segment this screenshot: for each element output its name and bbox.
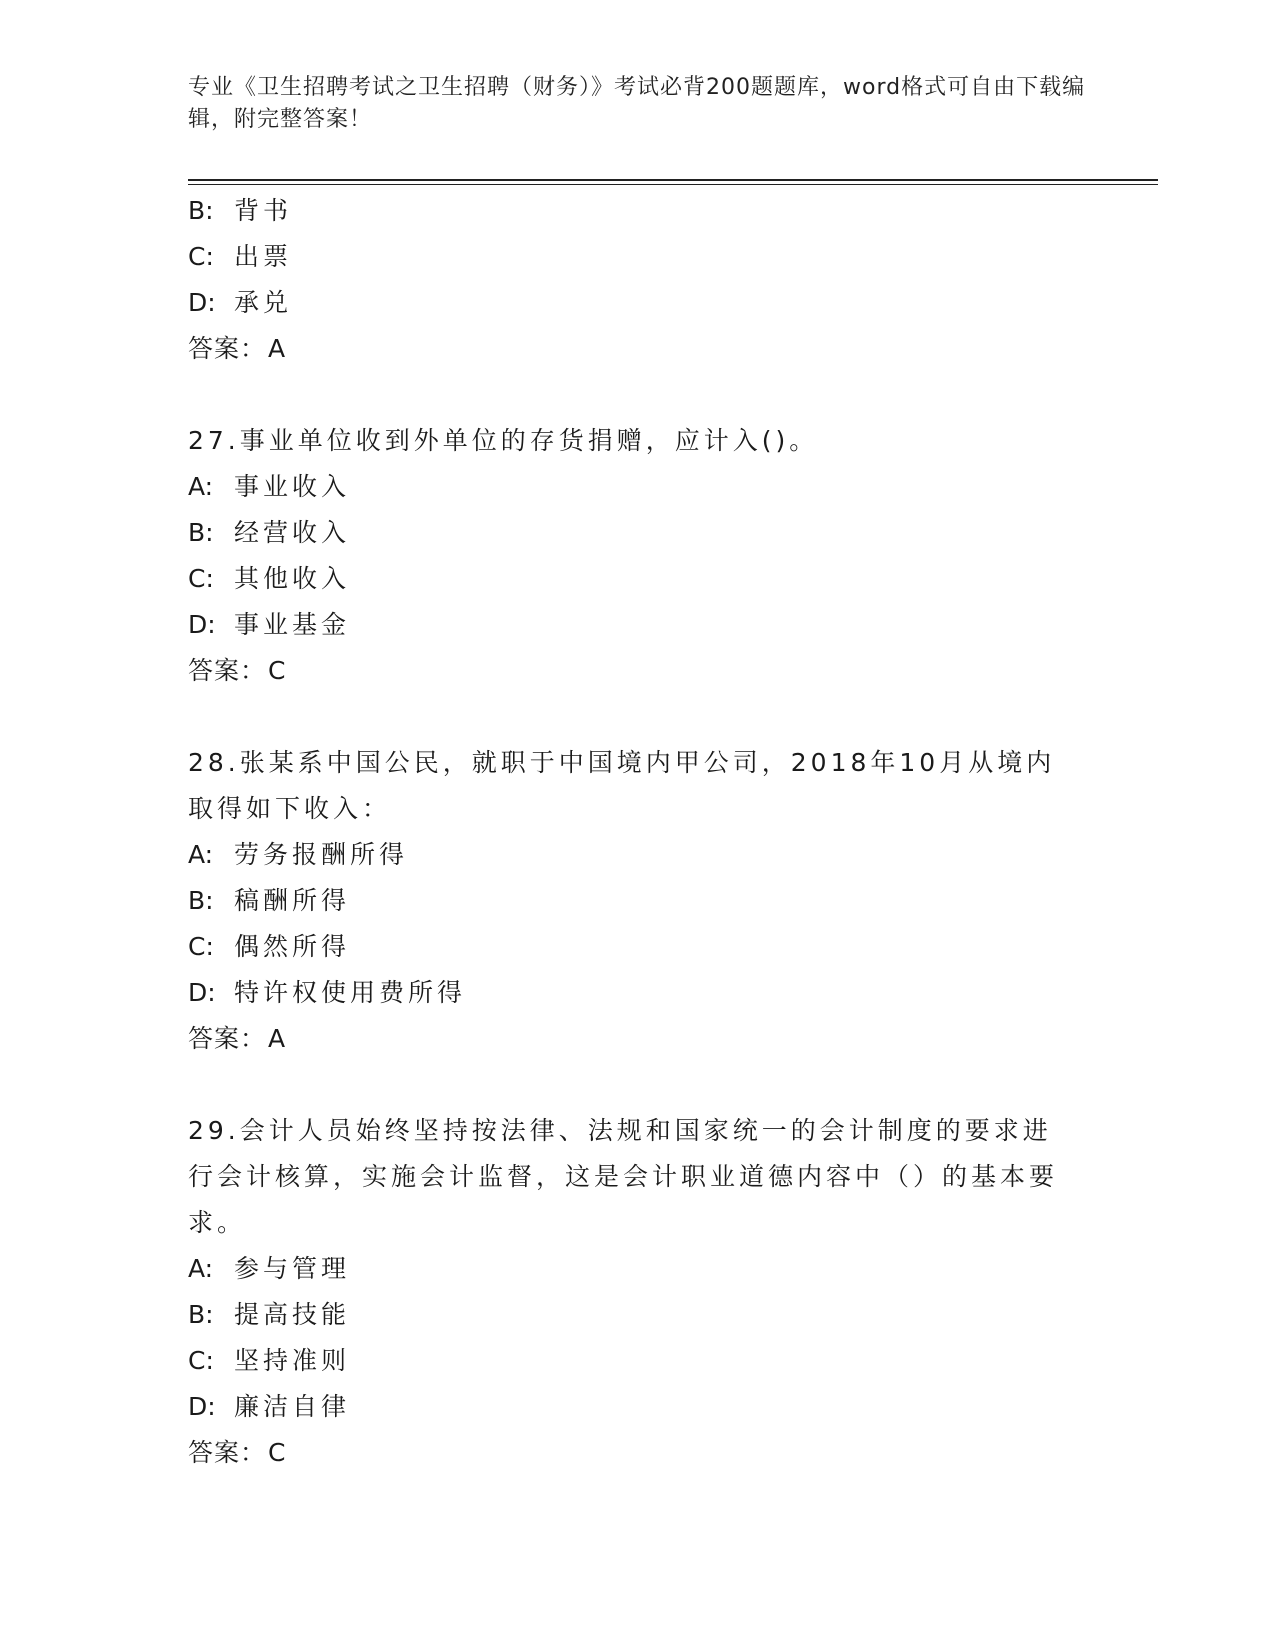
option-b: B: 稿酬所得	[188, 886, 351, 915]
option-c: C: 偶然所得	[188, 932, 351, 961]
question-text: 29.会计人员始终坚持按法律、法规和国家统一的会计制度的要求进行会计核算，实施会计监督，这是会计职业道德内容中（）的基本要求。	[188, 1116, 1059, 1237]
header-divider-thin	[188, 184, 1158, 185]
option-a: A: 参与管理	[188, 1254, 351, 1283]
option-d: D: 承兑	[188, 288, 293, 317]
option-d: D: 特许权使用费所得	[188, 978, 467, 1007]
question-list	[188, 188, 1088, 1476]
answer: 答案：A	[188, 334, 287, 363]
option-c: C: 其他收入	[188, 564, 351, 593]
answer: 答案：C	[188, 656, 287, 685]
answer: 答案：C	[188, 1438, 287, 1467]
question-text: 27.事业单位收到外单位的存货捐赠，应计入()。	[188, 426, 819, 455]
question-28	[188, 740, 1088, 1062]
header-divider-thick	[188, 179, 1158, 181]
header-title: 专业《卫生招聘考试之卫生招聘（财务）》考试必背200题题库，word格式可自由下载编辑，附完整答案！	[188, 75, 1086, 132]
question-29	[188, 1108, 1088, 1476]
option-a: A: 事业收入	[188, 472, 351, 501]
option-c: C: 出票	[188, 242, 293, 271]
answer: 答案：A	[188, 1024, 287, 1053]
question-27	[188, 418, 1088, 694]
option-c: C: 坚持准则	[188, 1346, 351, 1375]
document-header	[188, 72, 1088, 136]
option-d: D: 廉洁自律	[188, 1392, 351, 1421]
option-b: B: 提高技能	[188, 1300, 351, 1329]
option-a: A: 劳务报酬所得	[188, 840, 409, 869]
question-continued	[188, 188, 1088, 372]
option-d: D: 事业基金	[188, 610, 351, 639]
option-b: B: 经营收入	[188, 518, 351, 547]
option-b: B: 背书	[188, 196, 293, 225]
question-text: 28.张某系中国公民，就职于中国境内甲公司，2018年10月从境内取得如下收入：	[188, 748, 1056, 823]
